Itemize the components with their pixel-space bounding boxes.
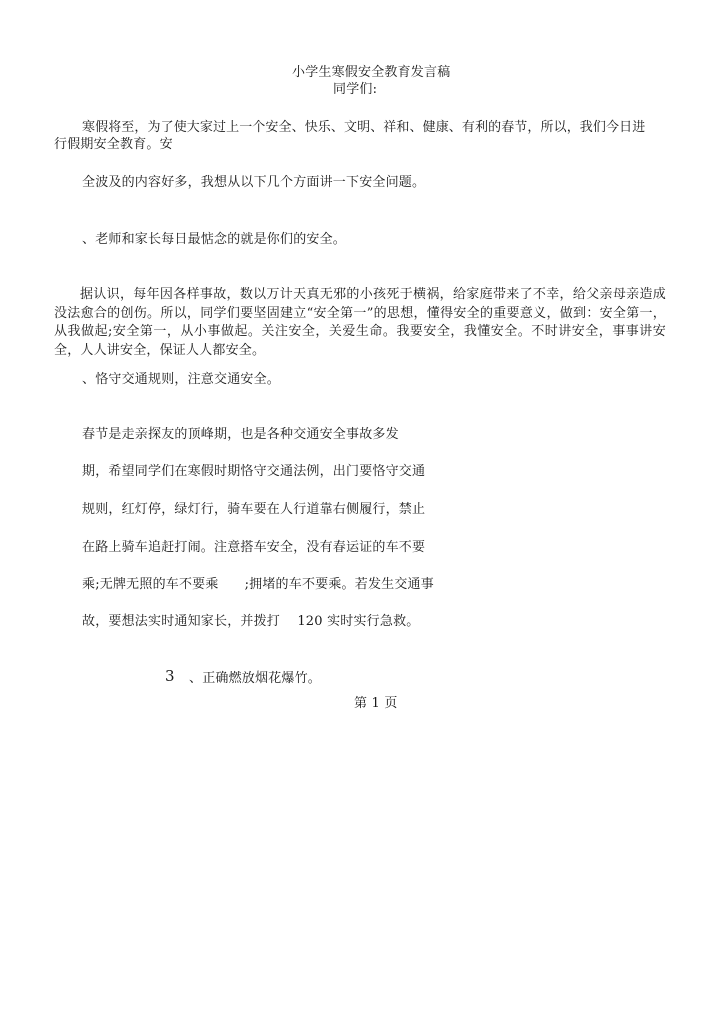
section-2-line: 期，希望同学们在寒假时期恪守交通法例，出门要恪守交通 [82, 464, 426, 479]
page-footer: 第 1 页 [354, 696, 398, 711]
section-2-line: 在路上骑车追赶打闹。注意搭车安全，没有春运证的车不要 [82, 540, 426, 555]
section-2-line: 规则，红灯停，绿灯行，骑车要在人行道靠右侧履行，禁止 [82, 502, 426, 517]
salutation: 同学们: [333, 82, 378, 97]
section-3-number: 3 [165, 667, 175, 685]
section-3-heading: 、正确燃放烟花爆竹。 [189, 671, 322, 686]
intro-line-1: 寒假将至，为了使大家过上一个安全、快乐、文明、祥和、健康、有利的春节，所以，我们今日进 [82, 120, 646, 135]
section-1-heading: 、老师和家长每日最惦念的就是你们的安全。 [82, 232, 347, 247]
section-2-line: 乘;无牌无照的车不要乘 ;拥堵的车不要乘。若发生交通事 [82, 577, 434, 592]
section-2-line: 故，要想法实时通知家长，并拨打 120 实时实行急救。 [82, 614, 420, 629]
document-title: 小学生寒假安全教育发言稿 [292, 65, 451, 80]
section-2-line: 春节是走亲探友的顶峰期，也是各种交通安全事故多发 [82, 427, 399, 442]
section-2-heading: 、恪守交通规则，注意交通安全。 [82, 372, 281, 387]
intro-line-1-wrap: 行假期安全教育。安 [54, 137, 173, 152]
intro-line-2: 全波及的内容好多，我想从以下几个方面讲一下安全问题。 [82, 175, 426, 190]
section-1-body: 据认识，每年因各样事故，数以万计天真无邪的小孩死于横祸，给家庭带来了不幸，给父亲母亲造成没法愈合的创伤。所以，同学们要坚固建立“安全第一”的思想，懂得安全的重要意义，做到：安全第一，从我做起;安全第一，从小事做起。关注安全，关爱生命。我要安全，我懂安全。不时讲安全，事事讲安全，人人讲安全，保证人人都安全。 [54, 287, 666, 358]
